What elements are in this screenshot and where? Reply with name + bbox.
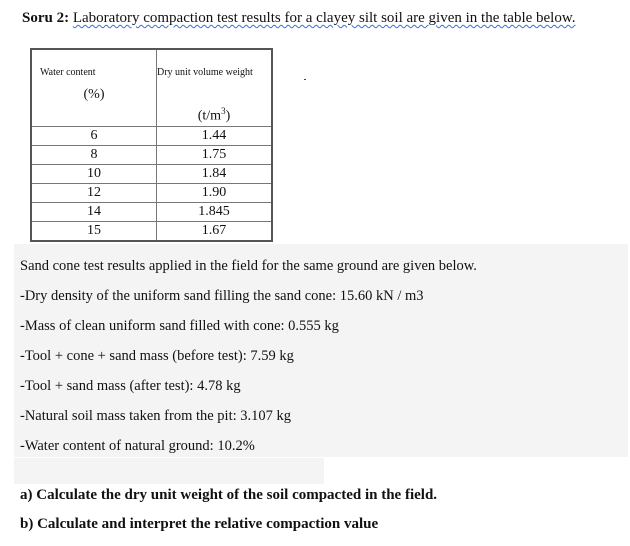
panel-extension: [14, 458, 324, 484]
table-row: [31, 183, 272, 202]
field-item: -Mass of clean uniform sand filled with cone: 0.555 kg: [20, 318, 339, 334]
header-water-content: Water content (%): [31, 49, 157, 126]
table-row: [31, 145, 272, 164]
problem-label: Soru 2: [22, 10, 65, 26]
table-row: [31, 202, 272, 221]
field-item: -Dry density of the uniform sand filling the sand cone: 15.60 kN / m3: [20, 288, 424, 304]
dry-unit-weight-cell: 1.67: [157, 221, 273, 241]
question-a: a) Calculate the dry unit weight of the soil compacted in the field.: [20, 487, 438, 503]
water-content-cell: 10: [31, 164, 157, 183]
field-item: -Water content of natural ground: 10.2%: [20, 438, 255, 454]
problem-title: Soru 2: Laboratory compaction test results for a clayey silt soil are given in the table below.: [22, 10, 576, 26]
dry-unit-weight-cell: 1.75: [157, 145, 273, 164]
field-intro: Sand cone test results applied in the field for the same ground are given below.: [20, 258, 477, 274]
table-row: [31, 126, 272, 145]
dry-unit-weight-cell: 1.44: [157, 126, 273, 145]
stray-dot: [304, 79, 306, 80]
field-test-panel: [14, 244, 628, 457]
water-content-cell: 15: [31, 221, 157, 241]
header-unit: $(t/m^3)$: [197, 106, 231, 124]
table-row: [31, 221, 272, 241]
header-dry-unit-weight: Dry unit volume weight $(t/m^3)$: [157, 49, 273, 126]
water-content-cell: 12: [31, 183, 157, 202]
dry-unit-weight-cell: 1.90: [157, 183, 273, 202]
question-b: b) Calculate and interpret the relative compaction value: [20, 516, 379, 532]
field-item: -Natural soil mass taken from the pit: 3.107 kg: [20, 408, 292, 424]
water-content-cell: 14: [31, 202, 157, 221]
problem-statement: Laboratory compaction test results for a clayey silt soil are given in the table below.: [72, 10, 576, 26]
field-item: -Tool + sand mass (after test): 4.78 kg: [20, 378, 241, 394]
dry-unit-weight-cell: 1.845: [157, 202, 273, 221]
dry-unit-weight-cell: 1.84: [157, 164, 273, 183]
table-header-row: [31, 49, 272, 126]
compaction-table: [30, 48, 273, 242]
table-row: [31, 164, 272, 183]
water-content-cell: 8: [31, 145, 157, 164]
water-content-cell: 6: [31, 126, 157, 145]
field-item: -Tool + cone + sand mass (before test): 7.59 kg: [20, 348, 294, 364]
